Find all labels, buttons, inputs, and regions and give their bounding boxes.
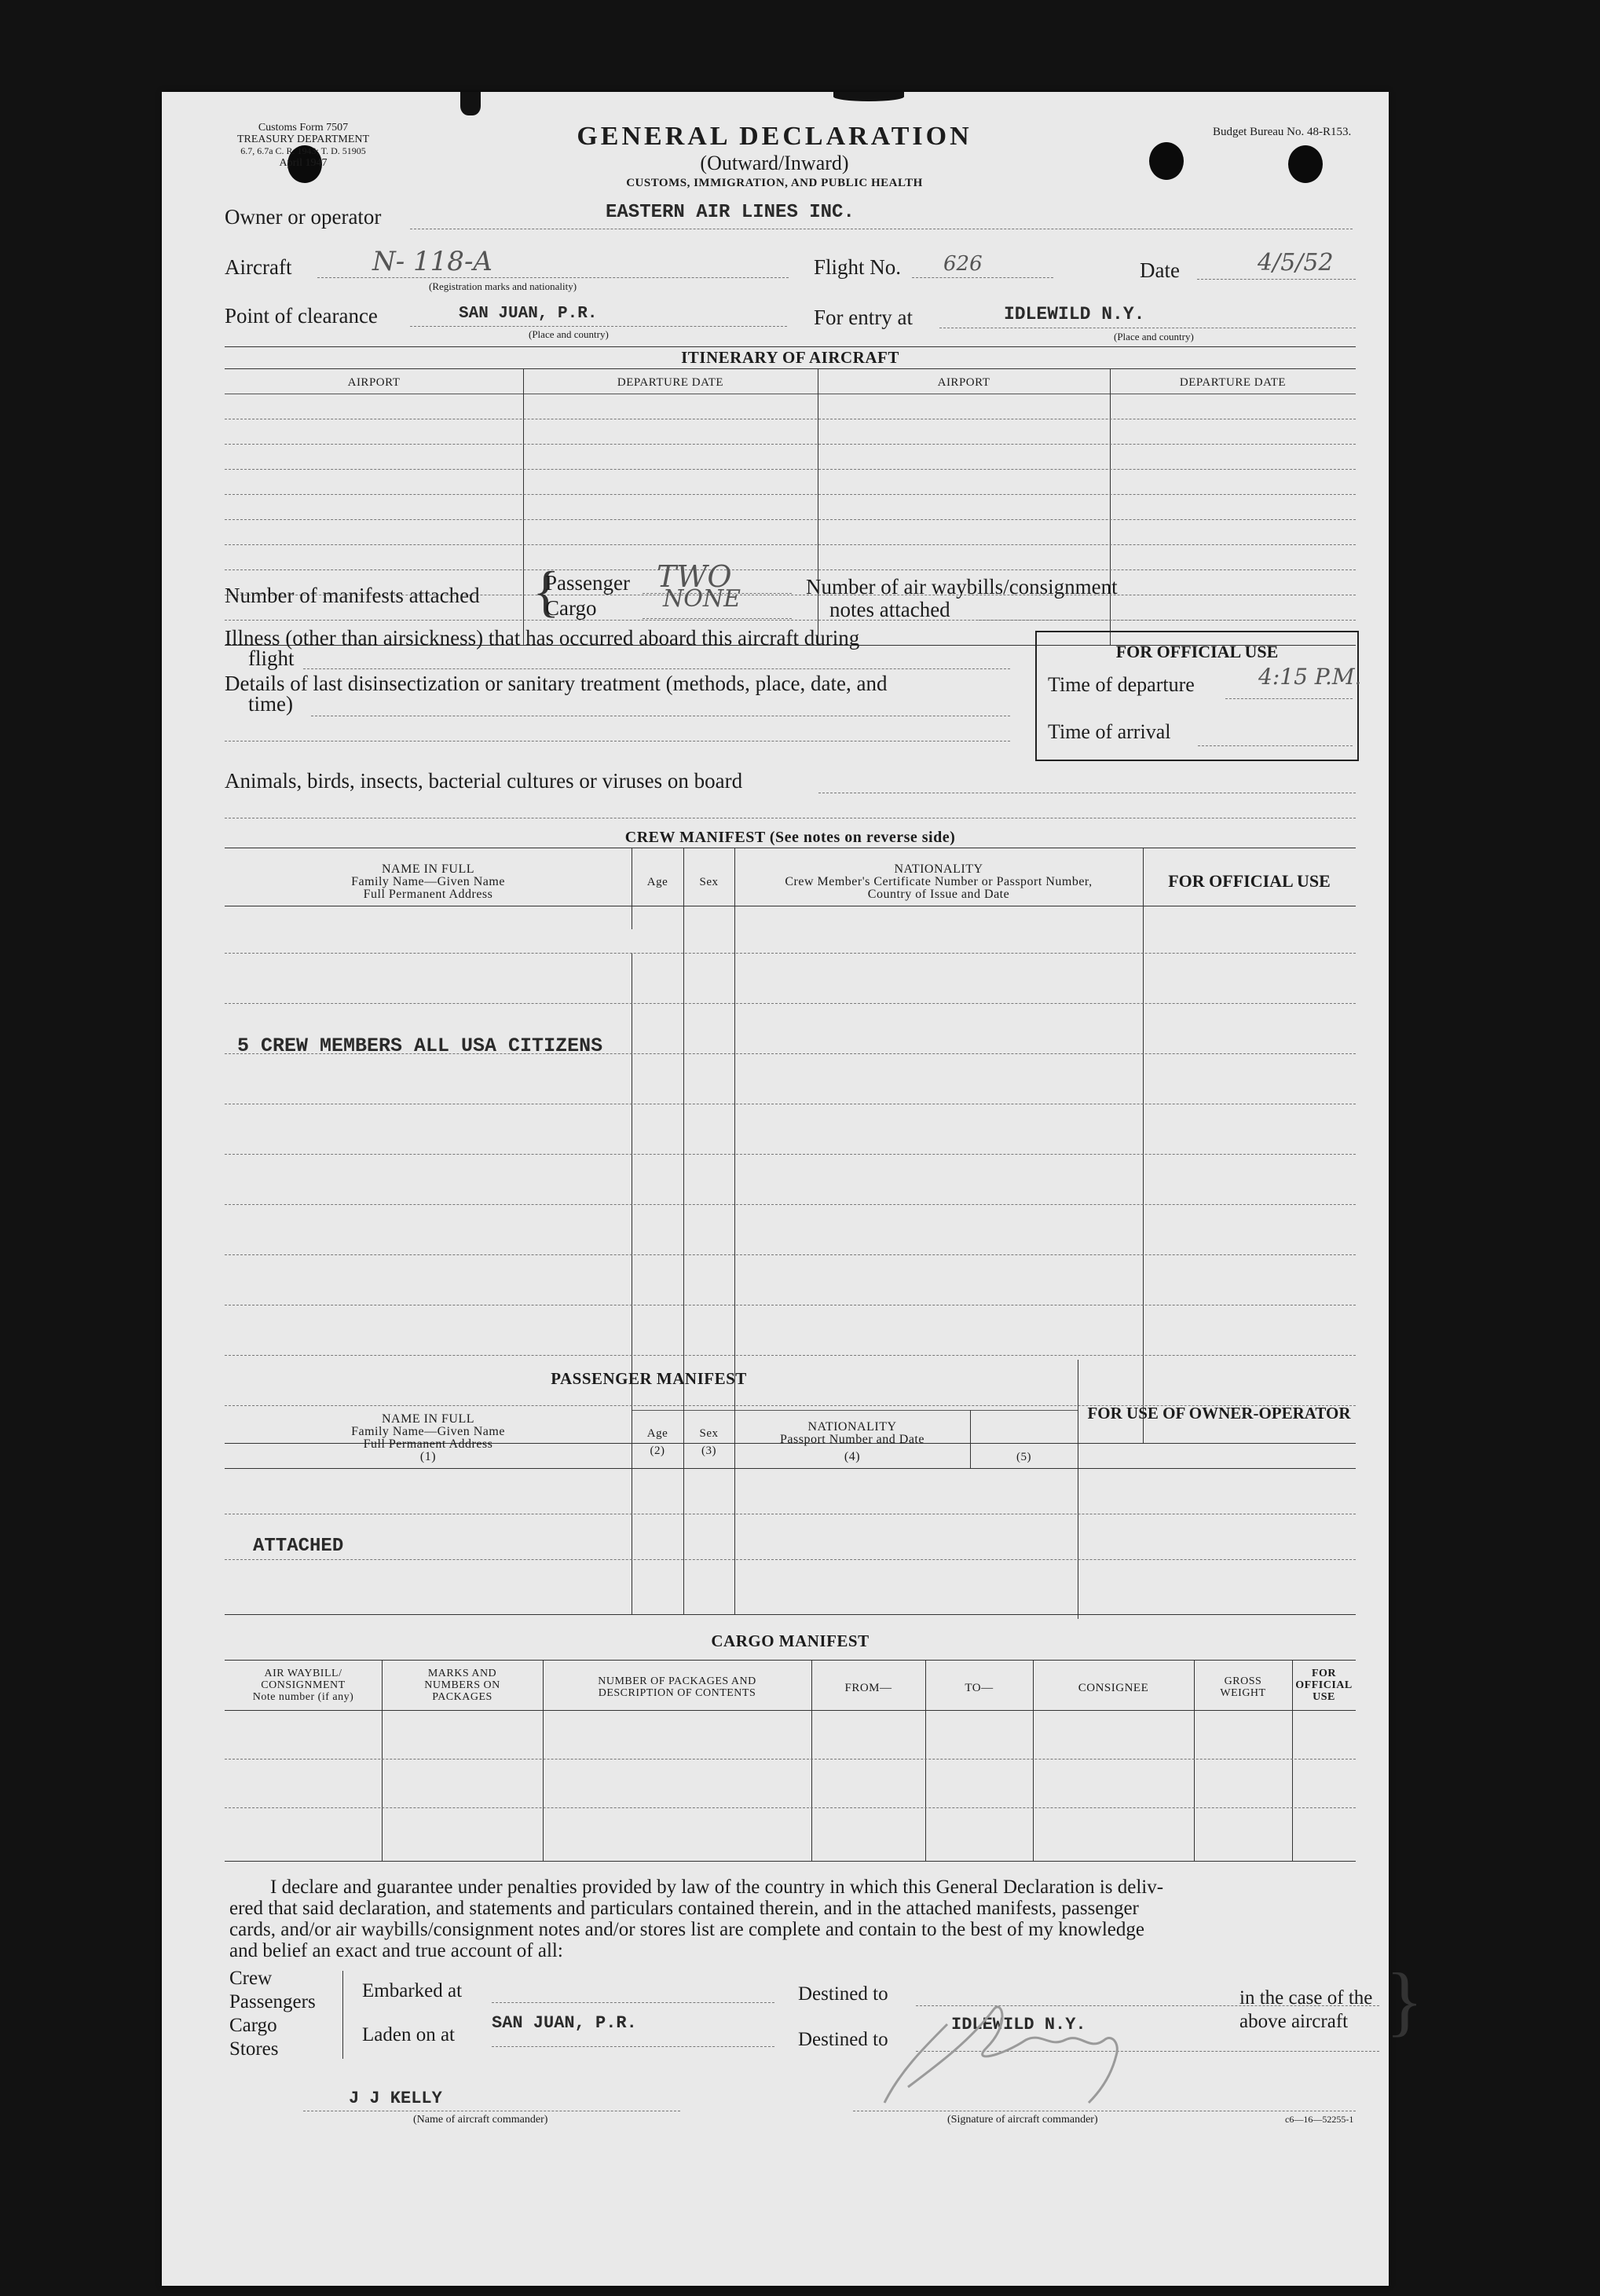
passenger-col-name — [225, 1413, 632, 1463]
itinerary-title: ITINERARY OF AIRCRAFT — [681, 348, 899, 367]
passenger-col-name-1: NAME IN FULL — [382, 1412, 474, 1426]
form-department: TREASURY DEPARTMENT — [236, 134, 370, 145]
waybills-label-2: notes attached — [829, 598, 950, 621]
cargo-col-weight-1: GROSS — [1224, 1675, 1262, 1687]
disinsect-label-1: Details of last disinsectization or sanitary treatment (methods, place, date, and — [225, 672, 888, 695]
itinerary-divider-1 — [523, 368, 524, 645]
crew-col-nat-1: NATIONALITY — [894, 862, 983, 876]
declaration-line-1: I declare and guarantee under penalties provided by law of the country in which this General Declaration is deliv- — [270, 1877, 1164, 1898]
passenger-divider-2 — [683, 1410, 684, 1614]
form-subtitle: (Outward/Inward) — [700, 152, 849, 174]
cargo-col-official — [1292, 1668, 1356, 1703]
passenger-col-sex-label: Sex — [699, 1427, 719, 1440]
owner-label: Owner or operator — [225, 205, 382, 229]
form-number: Customs Form 7507 — [258, 122, 349, 134]
cargo-bottom-rule — [225, 1861, 1356, 1862]
budget-number: Budget Bureau No. 48-R153. — [1213, 126, 1352, 138]
itinerary-divider-3 — [1110, 368, 1111, 645]
cargo-header-top — [225, 1660, 1356, 1661]
cargo-divider-1 — [382, 1660, 383, 1861]
cargo-header-rule — [225, 1710, 1356, 1711]
owner-value: EASTERN AIR LINES INC. — [606, 202, 855, 223]
cargo-row — [225, 1807, 1356, 1808]
itinerary-row — [225, 469, 1356, 470]
cargo-col-waybill-2: CONSIGNMENT — [261, 1679, 346, 1691]
declaration-form — [162, 92, 1423, 2286]
waybills-line — [979, 620, 1356, 621]
clearance-label: Point of clearance — [225, 304, 378, 328]
punch-hole-right — [1288, 145, 1323, 183]
passenger-manifest-value: TWO — [657, 559, 732, 594]
crew-col-name-1: NAME IN FULL — [382, 862, 474, 876]
departure-time-line — [1225, 698, 1353, 699]
aircraft-label: Aircraft — [225, 255, 292, 279]
cargo-col-consignee: CONSIGNEE — [1078, 1682, 1149, 1694]
print-code: c6—16—52255-1 — [1285, 2114, 1354, 2125]
decl-destined-label-2: Destined to — [798, 2029, 888, 2050]
passenger-col-nat-1: NATIONALITY — [807, 1420, 897, 1434]
passenger-bottom-rule — [225, 1614, 1356, 1615]
signature-caption: (Signature of aircraft commander) — [947, 2114, 1098, 2126]
date-line — [1197, 279, 1356, 280]
cargo-manifest-value: NONE — [663, 585, 741, 613]
aircraft-line — [317, 277, 789, 278]
decl-laden-line — [492, 2046, 774, 2047]
passenger-divider-4 — [970, 1410, 971, 1468]
clearance-line — [410, 326, 787, 327]
passenger-title: PASSENGER MANIFEST — [551, 1369, 747, 1388]
passenger-manifest-label: Passenger — [545, 571, 630, 595]
cargo-col-official-2: OFFICIAL — [1295, 1679, 1353, 1691]
decl-stores: Stores — [229, 2038, 279, 2060]
illness-label-2: flight — [248, 646, 295, 670]
crew-divider-2 — [683, 848, 684, 1443]
decl-case-text-1: in the case of the — [1239, 1987, 1373, 2009]
aircraft-value: N- 118-A — [372, 246, 492, 277]
passenger-owner-use: FOR USE OF OWNER-OPERATOR — [1087, 1404, 1351, 1423]
itinerary-col-departure-1: DEPARTURE DATE — [617, 376, 724, 389]
decl-passengers: Passengers — [229, 1991, 316, 2012]
itinerary-row — [225, 569, 1356, 570]
cargo-col-from: FROM— — [844, 1682, 892, 1694]
cargo-divider-3 — [811, 1660, 812, 1861]
paper-tear — [460, 92, 481, 115]
passenger-col-nationality — [734, 1421, 970, 1463]
itinerary-row — [225, 519, 1356, 520]
departure-time-value: 4:15 P.M. — [1258, 664, 1362, 690]
flight-line — [912, 277, 1053, 278]
date-value: 4/5/52 — [1258, 249, 1334, 276]
itinerary-top-rule — [225, 346, 1356, 347]
cargo-col-official-3: USE — [1313, 1691, 1335, 1703]
cargo-manifest-label: Cargo — [545, 596, 597, 620]
cargo-col-marks — [382, 1668, 543, 1703]
form-agencies: CUSTOMS, IMMIGRATION, AND PUBLIC HEALTH — [626, 177, 923, 189]
disinsect-label-2: time) — [248, 692, 293, 716]
crew-col-nat-2: Crew Member's Certificate Number or Passport Number, — [785, 875, 1093, 888]
illness-line — [303, 668, 1010, 669]
itinerary-col-airport-2: AIRPORT — [937, 376, 990, 389]
crew-col-name — [225, 863, 632, 901]
cargo-row — [225, 1759, 1356, 1760]
decl-destined-value: IDLEWILD N.Y. — [951, 2015, 1086, 2034]
cargo-col-packages — [543, 1675, 811, 1699]
waybills-label-1: Number of air waybills/consignment — [806, 575, 1118, 599]
official-use-box — [1035, 631, 1362, 761]
clearance-caption: (Place and country) — [529, 328, 609, 340]
declaration-line-2: ered that said declaration, and statements and particulars contained therein, and in the attached manifests, passenger — [229, 1898, 1139, 1919]
cargo-col-official-1: FOR — [1311, 1668, 1337, 1679]
passenger-col-name-num: (1) — [419, 1450, 437, 1463]
passenger-col-sex-num: (3) — [701, 1445, 716, 1457]
itinerary-row — [225, 544, 1356, 545]
crew-col-nationality — [734, 863, 1143, 901]
cargo-col-waybill — [225, 1668, 382, 1703]
cargo-col-waybill-3: Note number (if any) — [252, 1691, 354, 1703]
decl-laden-label: Laden on at — [362, 2024, 456, 2045]
passenger-col-age — [632, 1427, 683, 1457]
crew-row — [225, 953, 1356, 954]
cargo-col-marks-3: PACKAGES — [432, 1691, 492, 1703]
cargo-col-weight-2: WEIGHT — [1220, 1687, 1266, 1699]
clearance-value: SAN JUAN, P.R. — [459, 305, 598, 323]
flight-label: Flight No. — [814, 255, 902, 279]
declaration-text — [229, 1877, 1351, 1961]
crew-entry: 5 CREW MEMBERS ALL USA CITIZENS — [237, 1034, 603, 1057]
crew-row — [225, 1204, 1356, 1205]
cargo-divider-2 — [543, 1660, 544, 1861]
punch-hole-center — [1149, 142, 1184, 180]
crew-divider-3 — [734, 848, 735, 1443]
entry-label: For entry at — [814, 306, 913, 329]
itinerary-col-departure-2: DEPARTURE DATE — [1179, 376, 1287, 389]
illness-label-1: Illness (other than airsickness) that has occurred aboard this aircraft during — [225, 626, 860, 650]
crew-row — [225, 1355, 1356, 1356]
decl-cargo: Cargo — [229, 2015, 277, 2036]
passenger-entry: ATTACHED — [253, 1536, 344, 1557]
passenger-divider-3 — [734, 1410, 735, 1614]
crew-row — [225, 1154, 1356, 1155]
decl-bracket-left — [342, 1971, 343, 2059]
decl-embarked-label: Embarked at — [362, 1980, 463, 2001]
form-regulations: 6.7, 6.7a C. R. 1943; T. D. 51905 — [240, 145, 366, 156]
crew-row — [225, 1254, 1356, 1255]
decl-crew: Crew — [229, 1968, 273, 1989]
arrival-time-line — [1198, 745, 1353, 746]
crew-row — [225, 1003, 1356, 1004]
commander-name-caption: (Name of aircraft commander) — [413, 2114, 548, 2126]
crew-col-age: Age — [646, 876, 668, 888]
crew-divider-4 — [1143, 848, 1144, 1443]
decl-destined-label-1: Destined to — [798, 1983, 888, 2005]
itinerary-row — [225, 494, 1356, 495]
itinerary-col-airport-1: AIRPORT — [347, 376, 401, 389]
disinsect-line-2 — [225, 741, 1010, 742]
passenger-col-name-3: Full Permanent Address — [363, 1437, 493, 1451]
commander-name: J J KELLY — [349, 2089, 442, 2108]
form-id-block — [217, 122, 390, 169]
cargo-col-packages-1: NUMBER OF PACKAGES AND — [598, 1675, 756, 1687]
manifests-label: Number of manifests attached — [225, 584, 480, 607]
form-title: GENERAL DECLARATION — [577, 122, 972, 151]
form-issue-date: April 1947 — [279, 157, 328, 169]
aircraft-caption: (Registration marks and nationality) — [429, 280, 577, 292]
cargo-title: CARGO MANIFEST — [711, 1631, 870, 1650]
entry-caption: (Place and country) — [1114, 331, 1194, 342]
passenger-subheader-top — [632, 1410, 1078, 1411]
passenger-row — [225, 1559, 1356, 1560]
passenger-col-nat-2: Passport Number and Date — [780, 1433, 924, 1446]
arrival-time-label: Time of arrival — [1048, 720, 1171, 743]
cargo-divider-4 — [925, 1660, 926, 1861]
crew-col-name-3: Full Permanent Address — [363, 888, 493, 901]
cargo-col-to: TO— — [965, 1682, 994, 1694]
crew-col-sex: Sex — [699, 876, 719, 888]
itinerary-header-rule — [225, 368, 1356, 369]
declaration-line-4: and belief an exact and true account of all: — [229, 1940, 563, 1961]
passenger-col-age-label: Age — [646, 1427, 668, 1440]
cargo-divider-7 — [1292, 1660, 1293, 1861]
cargo-col-marks-2: NUMBERS ON — [424, 1679, 500, 1691]
crew-title: CREW MANIFEST (See notes on reverse side) — [624, 829, 956, 846]
cargo-divider-6 — [1194, 1660, 1195, 1861]
cargo-col-packages-2: DESCRIPTION OF CONTENTS — [598, 1687, 756, 1699]
decl-brace-right: } — [1386, 1957, 1423, 2044]
departure-time-label: Time of departure — [1048, 673, 1195, 696]
entry-value: IDLEWILD N.Y. — [1004, 304, 1145, 324]
date-label: Date — [1140, 258, 1180, 282]
cargo-divider-5 — [1033, 1660, 1034, 1861]
cargo-col-weight — [1194, 1675, 1292, 1699]
flight-value: 626 — [943, 252, 983, 276]
crew-col-nat-3: Country of Issue and Date — [867, 888, 1010, 901]
crew-col-name-2: Family Name—Given Name — [351, 875, 505, 888]
passenger-header-rule — [225, 1468, 1356, 1469]
decl-laden-value: SAN JUAN, P.R. — [492, 2013, 637, 2033]
crew-col-official: FOR OFFICIAL USE — [1168, 871, 1331, 891]
passenger-col-5: (5) — [1016, 1451, 1031, 1463]
cargo-col-marks-1: MARKS AND — [427, 1668, 497, 1679]
passenger-col-age-num: (2) — [650, 1445, 665, 1457]
paper-tear-2 — [833, 92, 904, 101]
official-use-title: FOR OFFICIAL USE — [1115, 642, 1279, 661]
passenger-col-name-2: Family Name—Given Name — [351, 1425, 505, 1438]
manifests-brace: { — [533, 560, 560, 623]
itinerary-row — [225, 444, 1356, 445]
decl-embarked-line — [492, 2002, 774, 2003]
cargo-col-waybill-1: AIR WAYBILL/ — [264, 1668, 342, 1679]
passenger-col-nat-num: (4) — [844, 1450, 861, 1463]
declaration-line-3: cards, and/or air waybills/consignment notes and/or stores list are complete and contain to the best of my knowledge — [229, 1919, 1144, 1940]
animals-label: Animals, birds, insects, bacterial cultures or viruses on board — [225, 769, 743, 793]
commander-signature — [853, 1977, 1183, 2118]
passenger-col-sex — [683, 1427, 734, 1457]
cargo-manifest-line — [643, 618, 792, 619]
decl-case-text-2: above aircraft — [1239, 2011, 1349, 2032]
